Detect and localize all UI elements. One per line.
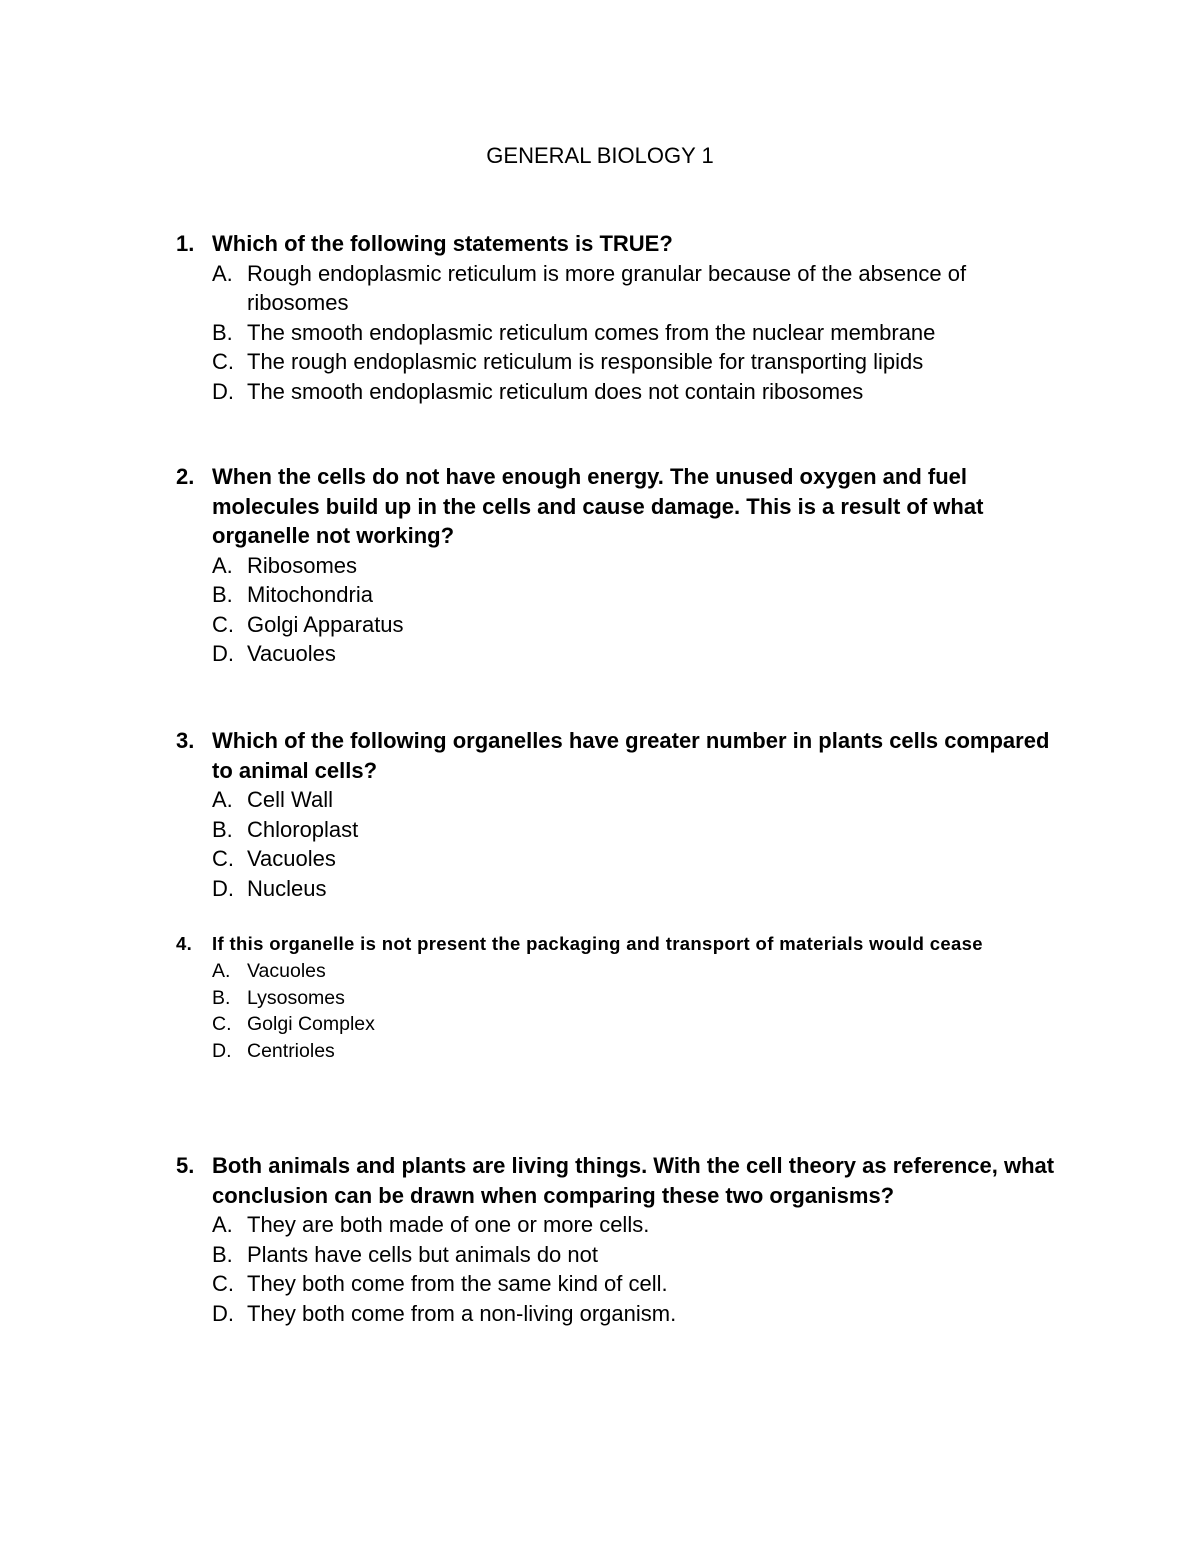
option-text: The rough endoplasmic reticulum is responsible for transporting lipids — [247, 349, 924, 374]
option-letter: D. — [212, 1039, 232, 1062]
option-letter: C. — [212, 1271, 234, 1296]
option-c — [212, 1269, 1076, 1299]
option-b — [212, 815, 1076, 845]
option-letter: A. — [212, 260, 233, 286]
option-d — [212, 874, 1076, 904]
option-d — [212, 1038, 1076, 1065]
option-letter: A. — [212, 1212, 233, 1237]
option-a — [212, 958, 1076, 985]
option-c — [212, 844, 1076, 874]
question-5 — [176, 1151, 1076, 1328]
option-letter: C. — [212, 1013, 232, 1035]
option-letter: A. — [212, 960, 231, 982]
question-number: 1. — [176, 231, 195, 256]
option-text: Vacuoles — [247, 960, 326, 982]
option-text: They both come from a non-living organism. — [247, 1300, 677, 1326]
option-letter: D. — [212, 378, 234, 404]
option-letter: B. — [212, 816, 233, 842]
option-letter: D. — [212, 641, 234, 666]
question-number: 3. — [176, 728, 195, 753]
option-b — [212, 985, 1076, 1012]
option-letter: C. — [212, 611, 234, 637]
option-d — [212, 1299, 1076, 1329]
question-3-stem — [176, 726, 1076, 785]
question-number: 2. — [176, 464, 195, 489]
option-letter: C. — [212, 846, 234, 871]
option-b — [212, 580, 1076, 610]
option-text: Plants have cells but animals do not — [247, 1241, 598, 1267]
option-b — [212, 318, 1076, 348]
question-text: Both animals and plants are living things. With the cell theory as reference, what conclusion can be drawn when comparing these two organisms? — [212, 1153, 1055, 1208]
option-list — [176, 551, 1076, 669]
option-text: Golgi Complex — [247, 1013, 375, 1035]
option-text: Mitochondria — [247, 582, 373, 607]
option-letter: B. — [212, 986, 231, 1009]
option-text: Cell Wall — [247, 787, 333, 812]
option-text: Centrioles — [247, 1039, 335, 1062]
option-text: Golgi Apparatus — [247, 611, 404, 637]
option-text: Vacuoles — [247, 641, 336, 666]
question-5-stem — [176, 1151, 1076, 1210]
question-3 — [176, 726, 1076, 903]
question-text: Which of the following statements is TRUE? — [212, 231, 673, 256]
option-c — [212, 347, 1076, 377]
question-1-stem — [176, 229, 1076, 259]
option-d — [212, 639, 1076, 669]
option-a — [212, 259, 1076, 318]
option-text: They are both made of one or more cells. — [247, 1212, 650, 1237]
option-list — [176, 958, 1076, 1064]
option-letter: A. — [212, 552, 233, 578]
question-text: If this organelle is not present the packaging and transport of materials would cease — [212, 933, 983, 954]
option-text: Rough endoplasmic reticulum is more granular because of the absence of ribosomes — [247, 260, 967, 315]
option-text: They both come from the same kind of cell. — [247, 1271, 668, 1296]
option-letter: A. — [212, 787, 233, 812]
option-list — [176, 1210, 1076, 1328]
question-2 — [176, 462, 1076, 669]
option-letter: B. — [212, 582, 233, 607]
option-c — [212, 1011, 1076, 1038]
question-4 — [176, 930, 1076, 1064]
option-list — [176, 785, 1076, 903]
option-text: Ribosomes — [247, 552, 358, 578]
question-4-stem — [176, 930, 1076, 958]
question-number: 5. — [176, 1153, 195, 1178]
option-text: Lysosomes — [247, 986, 345, 1009]
option-list — [176, 259, 1076, 407]
page-title: GENERAL BIOLOGY 1 — [486, 143, 714, 168]
option-letter: D. — [212, 875, 234, 901]
option-letter: D. — [212, 1300, 234, 1326]
question-1 — [176, 229, 1076, 406]
option-letter: B. — [212, 1241, 233, 1267]
question-number: 4. — [176, 933, 193, 954]
option-a — [212, 785, 1076, 815]
option-c — [212, 610, 1076, 640]
option-text: The smooth endoplasmic reticulum does not contain ribosomes — [247, 378, 864, 404]
option-a — [212, 1210, 1076, 1240]
question-2-stem — [176, 462, 1076, 551]
option-b — [212, 1240, 1076, 1270]
option-letter: B. — [212, 319, 233, 345]
option-text: The smooth endoplasmic reticulum comes from the nuclear membrane — [247, 319, 936, 345]
option-a — [212, 551, 1076, 581]
option-text: Vacuoles — [247, 846, 336, 871]
option-d — [212, 377, 1076, 407]
option-text: Chloroplast — [247, 816, 359, 842]
question-text: When the cells do not have enough energy. The unused oxygen and fuel molecules build up in the cells and cause damage. This is a result of what organelle not working? — [212, 464, 984, 548]
option-text: Nucleus — [247, 875, 327, 901]
question-text: Which of the following organelles have greater number in plants cells compared to animal cells? — [212, 728, 1050, 783]
option-letter: C. — [212, 349, 234, 374]
